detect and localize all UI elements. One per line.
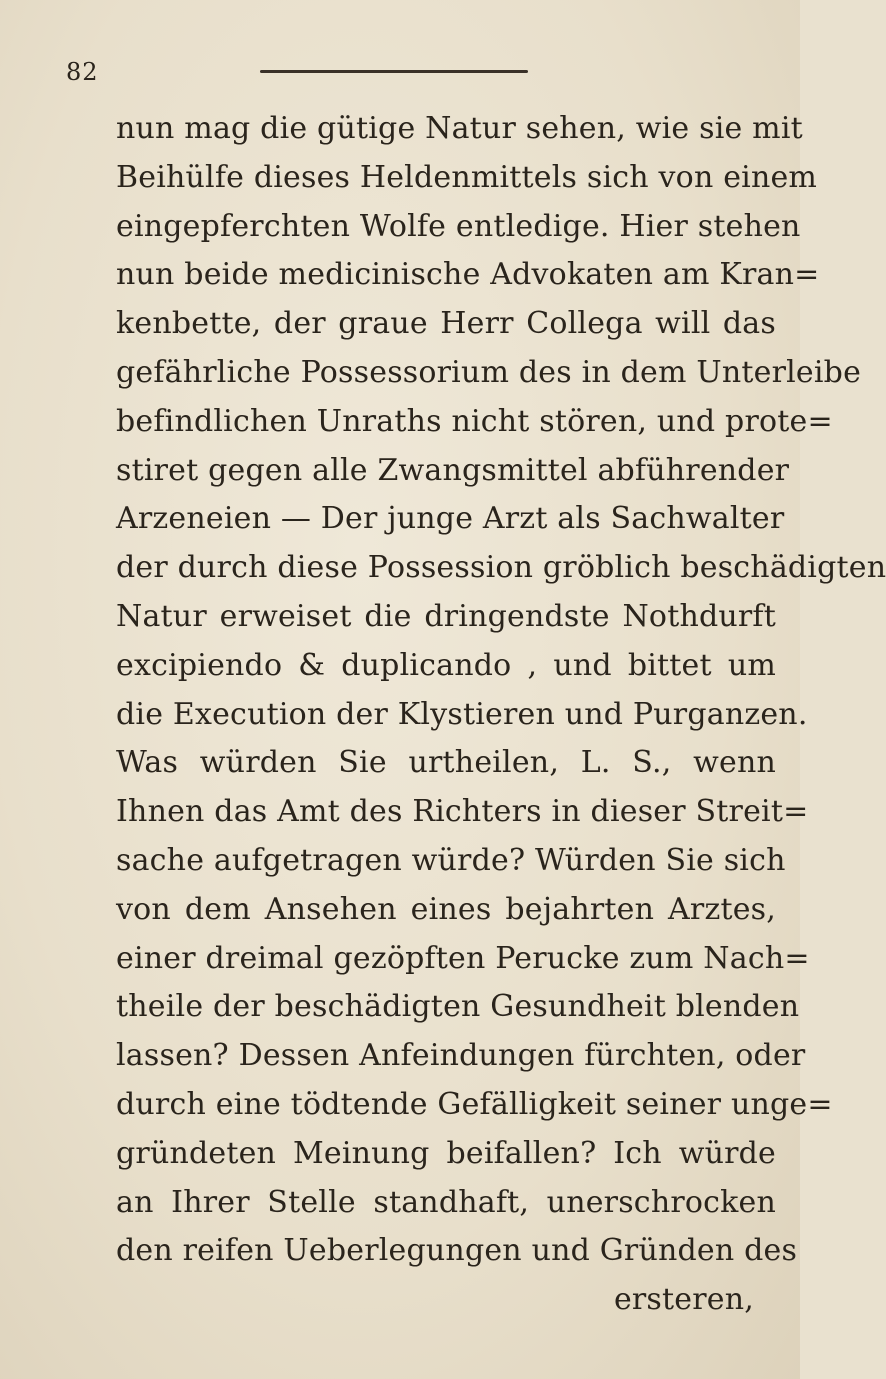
text-line: an Ihrer Stelle standhaft, unerschrocken: [116, 1184, 776, 1220]
text-line: stiret gegen alle Zwangsmittel abführender: [116, 452, 790, 488]
text-line: der durch diese Possession gröblich beschädigten: [116, 550, 886, 586]
text-line: den reifen Ueberlegungen und Gründen des: [116, 1233, 798, 1269]
text-line: gründeten Meinung beifallen? Ich würde: [116, 1135, 776, 1171]
text-line: excipiendo & duplicando , und bittet um: [116, 647, 776, 683]
text-line: gefährliche Possessorium des in dem Unterleibe: [116, 354, 862, 390]
header-rule: [260, 70, 528, 73]
text-line: Arzeneien — Der junge Arzt als Sachwalter: [116, 501, 785, 537]
text-line: befindlichen Unraths nicht stören, und prote=: [116, 403, 833, 439]
text-line: theile der beschädigten Gesundheit blenden: [116, 989, 800, 1025]
text-line: einer dreimal gezöpften Perucke zum Nach=: [116, 940, 810, 976]
text-line: kenbette, der graue Herr Collega will das: [116, 306, 776, 342]
catchword-line: ersteren,: [613, 1282, 754, 1318]
page-number: 82: [66, 58, 99, 86]
text-line: von dem Ansehen eines bejahrten Arztes,: [116, 891, 776, 927]
body-text: [116, 105, 886, 1325]
text-line: die Execution der Klystieren und Purganzen.: [116, 696, 808, 732]
text-line: Ihnen das Amt des Richters in dieser Streit=: [116, 794, 809, 830]
text-line: lassen? Dessen Anfeindungen fürchten, oder: [116, 1038, 806, 1074]
text-line: sache aufgetragen würde? Würden Sie sich: [116, 842, 786, 878]
text-line: nun beide medicinische Advokaten am Kran=: [116, 257, 820, 293]
text-line: nun mag die gütige Natur sehen, wie sie mit: [116, 111, 803, 146]
text-line: Beihülfe dieses Heldenmittels sich von einem: [116, 159, 818, 195]
text-line: eingepferchten Wolfe entledige. Hier stehen: [116, 208, 801, 244]
text-line: durch eine tödtende Gefälligkeit seiner unge=: [116, 1086, 833, 1122]
text-line: Natur erweiset die dringendste Nothdurft: [116, 598, 776, 634]
text-line: Was würden Sie urtheilen, L. S., wenn: [116, 745, 776, 781]
